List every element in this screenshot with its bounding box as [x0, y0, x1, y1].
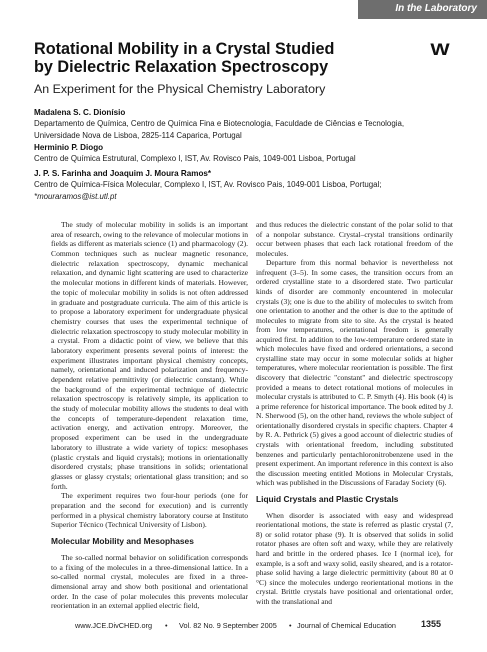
footer-separator: •: [289, 621, 292, 630]
affiliation-3: Centro de Química-Física Molecular, Complexo I, IST, Av. Rovisco Pais, 1049-001 Lisboa, Portugal; *mouraramos@ist.utl.pt: [34, 180, 382, 201]
author-2: Herminio P. Diogo: [34, 143, 104, 152]
journal-url[interactable]: www.JCE.DivCHED.org: [75, 621, 153, 630]
body-column-left: [51, 220, 248, 611]
article-subtitle: An Experiment for the Physical Chemistry Laboratory: [34, 82, 326, 96]
journal-name: Journal of Chemical Education: [297, 621, 396, 630]
affiliation-2: Centro de Química Estrutural, Complexo I, IST, Av. Rovisco Pais, 1049-001 Lisboa, Portugal: [34, 154, 356, 163]
paragraph: The so-called normal behavior on solidification corresponds to a fixing of the molecules in a three-dimensional lattice. In a so-called normal crystal, molecules are fixed in a three-dimensional array and show both positional and orientational order. In the case of polar molecules this prevents molecular reorientation in an external applied electric field,: [51, 553, 248, 611]
affiliation-1: Departamento de Química, Centro de Química Fina e Biotecnologia, Faculdade de Ciências e Tecnologia, Universidade Nova de Lisboa, 2825-114 Caparica, Portugal: [34, 119, 405, 140]
footer-separator: •: [165, 621, 168, 630]
body-column-right: [256, 220, 453, 606]
section-heading: Liquid Crystals and Plastic Crystals: [256, 493, 399, 504]
article-title: [34, 40, 424, 76]
paragraph: The experiment requires two four-hour periods (one for preparation and the second for execution) and is currently performed in a physical chemistry laboratory course at Instituto Superior Técnico (Technical University of Lisbon).: [51, 491, 248, 530]
paragraph: and thus reduces the dielectric constant of the polar solid to that of a nonpolar substance. Crystal–crystal transitions ordinarily occur between phases that each lack rotational freedom of the molecules.: [256, 220, 453, 258]
paragraph: When disorder is associated with easy and widespread reorientational motions, the state is referred as plastic crystal (7, 8) or solid rotator phase (9). It is observed that solids in solid rotator phases are often soft and waxy, while they are relatively hard and brittle in the ordered phases. Ice I (normal ice), for example, is a soft and waxy solid, easily sheared, and is a rotator-phase solid having a large dielectric permittivity (about 80 at 0 °C) since the molecules undergo reorientational motions in the crystal. Brittle crystals have positional and orientational order, with the translational and: [256, 510, 453, 606]
title-line-2: by Dielectric Relaxation Spectroscopy: [34, 58, 329, 76]
author-1: Madalena S. C. Dionísio: [34, 108, 126, 117]
section-label: In the Laboratory: [395, 3, 477, 14]
corresponding-email: *mouraramos@ist.utl.pt: [34, 191, 117, 201]
paragraph: The study of molecular mobility in solids is an important area of research, owing to the relevance of molecular motions in fields as different as materials science (1) and pharmacology (2). Common techniques such as nuclear magnetic resonance, dielectric relaxation spectroscopy, dynamic mechanical relaxation, and dynamic light scattering are used to characterize the molecular motions in different kinds of materials. However, the topic of molecular mobility in solids is not often addressed in graduate and postgraduate curricula. The aim of this article is to propose a laboratory experiment for undergraduate physical chemistry courses that uses the experimental technique of dielectric relaxation spectroscopy to study molecular mobility in a crystal. From a didactic point of view, we believe that this laboratory experiment presents several points of interest: the experiment illustrates important physical chemistry concepts, namely, orientational and induced polarization and frequency-dependent relative permittivity (or dielectric constant). While the background of the experimental technique of dielectric relaxation spectroscopy is relatively simple, its application to the study of molecular mobility allows the students to deal with the concepts of temperature-dependent relaxation time, activation energy, and activation entropy. Moreover, the proposed experiment can be used in the undergraduate laboratory to illustrate a wide variety of topics: mesophases (plastic crystals and liquid crystals); motions in orientationally disordered crystals; phase transitions in solids; orientational glasses or glassy crystals; orientational glass transition; and so forth.: [51, 220, 248, 491]
volume-info: Vol. 82 No. 9 September 2005: [179, 621, 277, 630]
title-line-1: Rotational Mobility in a Crystal Studied: [34, 40, 335, 58]
author-3: J. P. S. Farinha and Joaquim J. Moura Ramos*: [34, 169, 212, 178]
paragraph: Departure from this normal behavior is nevertheless not infrequent (3–5). In some cases, the transition occurs from an ordered crystalline state to a disordered state. Two particular kinds of disorder are commonly encountered in molecular crystals (3); one is due to the ability of molecules to switch from one orientation to another and the other is due to the aptitude of molecules to migrate from site to site. As the crystal is heated from low temperatures, orientational freedom is generally acquired first. In addition to the low-temperature ordered state in which molecules have fixed and ordered orientations, a second crystalline state may occur in some molecular solids at higher temperatures, where molecular reorientation is possible. The first discovery that dielectric "constant" and dielectric spectroscopy provided a means to detect rotational motions of molecules in molecular crystals is attributed to C. P. Smyth (4). His book (4) is a prime reference for historical importance. The book edited by J. N. Sherwood (5), on the other hand, reviews the whole subject of orientationally disordered crystals in specific chapters. Chapter 4 by R. A. Pethrick (5) gives a good account of dielectric studies of crystals with orientational freedom, including substituted benzenes and particularly pentachloronitrobenzene used in the present experiment. An important reference in this context is also the discussion meeting entitled Motions in Molecular Crystals, which was published in the Discussions of Faraday Society (6).: [256, 258, 453, 488]
web-supplement-icon: W: [430, 40, 450, 59]
section-banner: [358, 0, 487, 19]
section-heading: Molecular Mobility and Mesophases: [51, 536, 194, 546]
page-number: 1355: [421, 619, 442, 629]
